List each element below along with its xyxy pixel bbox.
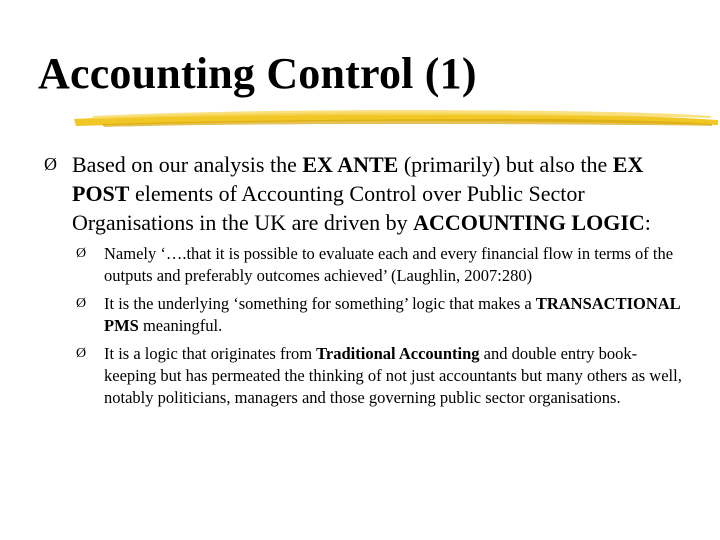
arrow-bullet-icon: Ø (44, 154, 57, 174)
arrow-bullet-icon: Ø (76, 346, 87, 361)
slide-title: Accounting Control (1) (38, 49, 477, 98)
arrow-bullet-icon: Ø (76, 296, 87, 311)
sub-bullet (76, 293, 684, 337)
sub-bullet-text: It is the underlying ‘something for something’ logic that makes a TRANSACTIONAL PMS meaningful. (104, 294, 680, 335)
slide-body (44, 150, 684, 409)
sub-bullet (76, 343, 684, 409)
main-bullet (44, 150, 684, 237)
sub-bullet-text: It is a logic that originates from Traditional Accounting and double entry book-keeping but has permeated the thinking of not just accountants but many others as well, notably politicians, managers and those governing public sector organisations. (104, 344, 682, 407)
arrow-bullet-icon: Ø (76, 246, 87, 261)
sub-bullet-text: Namely ‘….that it is possible to evaluate each and every financial flow in terms of the outputs and preferably outcomes achieved’ (Laughlin, 2007:280) (104, 244, 674, 285)
sub-bullet (76, 243, 684, 287)
sub-bullet-list (44, 243, 684, 409)
title-underline-brushstroke (72, 104, 720, 130)
main-bullet-text: Based on our analysis the EX ANTE (primarily) but also the EX POST elements of Accounting Control over Public Sector Organisations in the UK are driven by ACCOUNTING LOGIC: (72, 152, 651, 235)
